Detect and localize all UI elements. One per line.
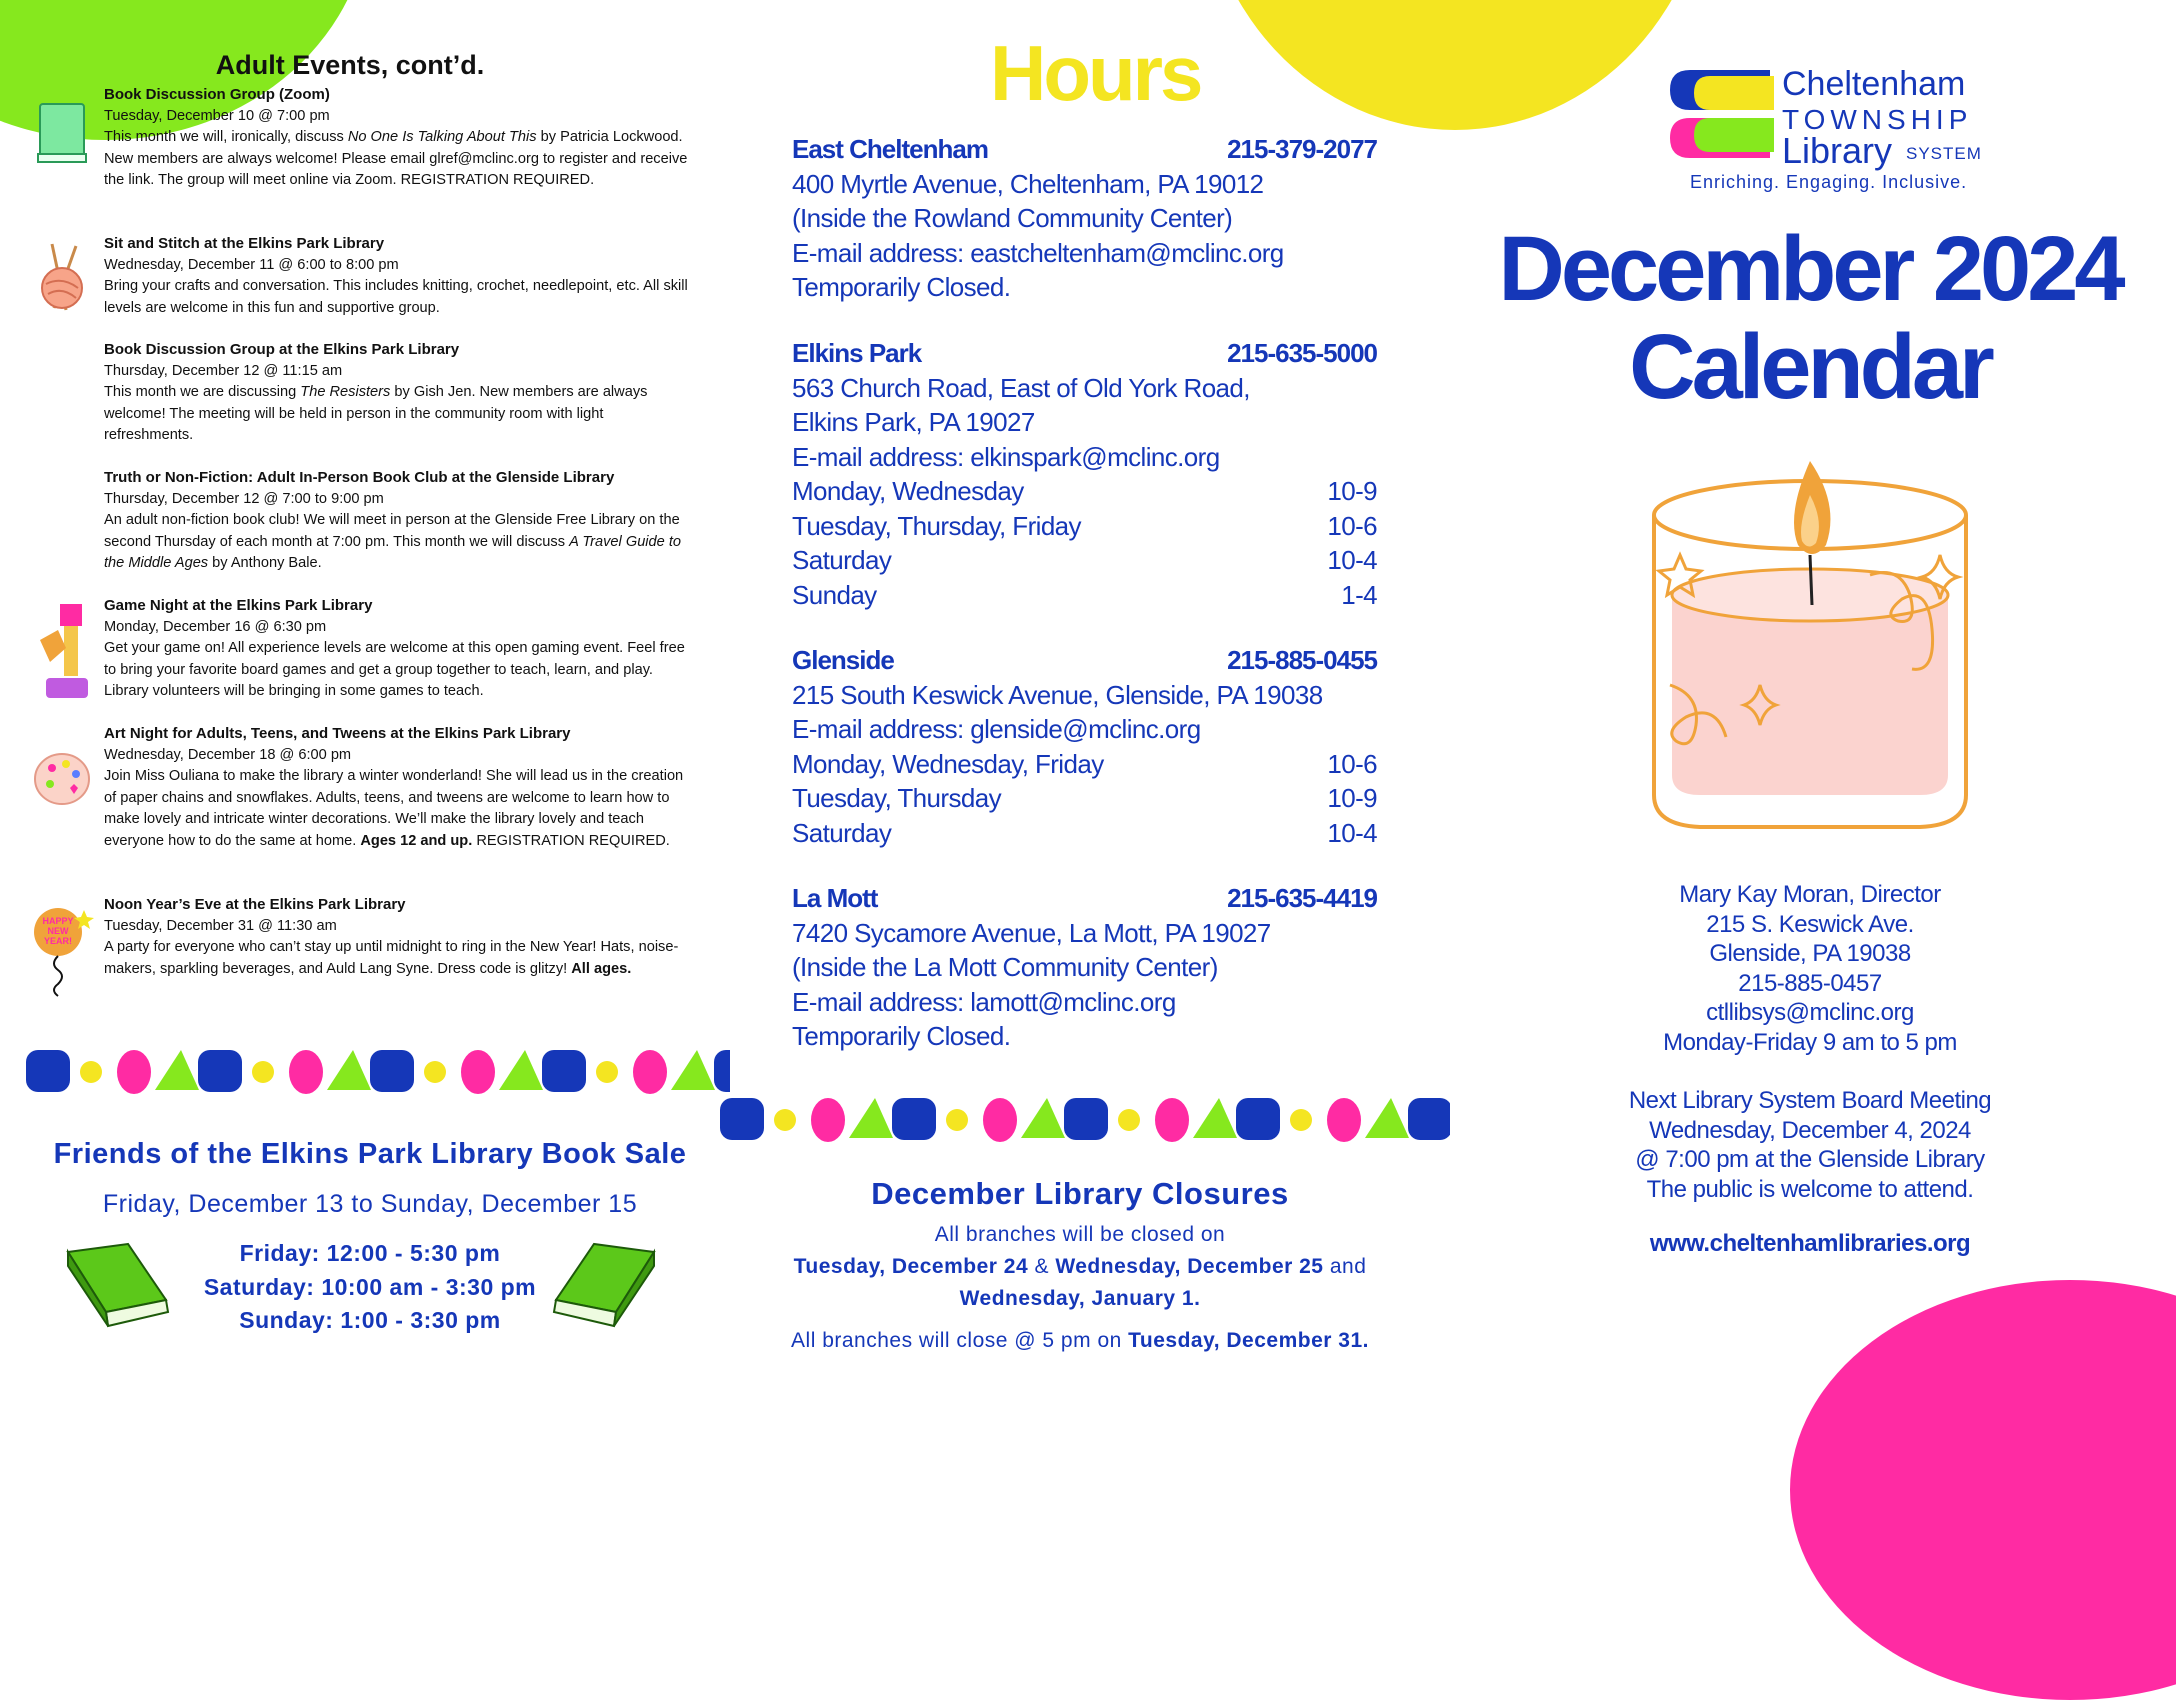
- balloon-text-line2: NEW: [47, 926, 69, 936]
- event-title: Truth or Non-Fiction: Adult In-Person Book Club at the Glenside Library: [104, 469, 615, 486]
- string-lights-middle: [720, 1092, 1450, 1148]
- event-description: This month we will, ironically, discuss No One Is Talking About This by Patricia Lockwood. New members are always welcome! Please email glref@mclinc.org to register and receive the link. The group will meet online via Zoom. REGISTRATION REQUIRED.: [104, 129, 688, 188]
- board-meeting-note: The public is welcome to attend.: [1646, 1175, 1974, 1203]
- hours-title: Hours: [990, 29, 1201, 117]
- closures-early-close: All branches will close @ 5 pm on Tuesday, December 31.: [791, 1329, 1369, 1352]
- closures-intro: All branches will be closed on: [934, 1223, 1226, 1246]
- light-bulb-yellow: [774, 1109, 796, 1131]
- event-title: Game Night at the Elkins Park Library: [104, 597, 373, 614]
- branch-note: (Inside the Rowland Community Center): [792, 203, 1233, 233]
- light-bulb-blue: [720, 1098, 764, 1140]
- branch-la-mott: [792, 881, 1377, 1054]
- event-book-discussion-zoom: [104, 84, 694, 192]
- event-title: Art Night for Adults, Teens, and Tweens at the Elkins Park Library: [104, 725, 571, 742]
- event-date: Tuesday, December 31 @ 11:30 am: [104, 917, 337, 934]
- branch-status: Temporarily Closed.: [792, 1021, 1011, 1051]
- branch-glenside: [792, 643, 1377, 850]
- branch-note: (Inside the La Mott Community Center): [792, 952, 1218, 982]
- light-bulb-green: [849, 1098, 893, 1138]
- branch-name: Glenside: [792, 645, 894, 675]
- logo-text-cheltenham: Cheltenham: [1782, 65, 1966, 103]
- light-bulb-blue: [892, 1098, 936, 1140]
- new-year-balloon-icon: [32, 900, 96, 1000]
- left-section-title: Adult Events, cont’d.: [215, 50, 485, 80]
- contact-info: [1560, 880, 2060, 1057]
- book-sale-title: Friends of the Elkins Park Library Book Sale: [53, 1138, 687, 1170]
- branch-phone[interactable]: 215-379-2077: [1227, 134, 1377, 164]
- light-bulb-yellow: [1118, 1109, 1140, 1131]
- hours-row: Tuesday, Thursday, Friday 10-6: [792, 510, 1377, 541]
- balloon-text-line3: YEAR!: [43, 936, 73, 946]
- branch-address: 400 Myrtle Avenue, Cheltenham, PA 19012: [792, 168, 1264, 199]
- event-title: Noon Year’s Eve at the Elkins Park Library: [104, 896, 406, 913]
- event-description: This month we are discussing The Resisters by Gish Jen. New members are always welcome! The meeting will be held in person in the community room with light refreshments.: [104, 384, 648, 443]
- branch-east-cheltenham: [792, 132, 1377, 305]
- light-bulb-blue: [1064, 1098, 1108, 1140]
- closures-date-jan: Wednesday, January 1.: [959, 1287, 1201, 1310]
- event-description: An adult non-fiction book club! We will meet in person at the Glenside Free Library on the second Thursday of each month at 7:00 pm. This month we will discuss A Travel Guide to the Middle Ages by Anthony Bale.: [104, 512, 682, 571]
- board-meeting-title: Next Library System Board Meeting: [1628, 1087, 1992, 1114]
- contact-email[interactable]: ctllibsys@mclinc.org: [1706, 999, 1914, 1026]
- light-bulb-blue: [370, 1050, 414, 1092]
- event-date: Thursday, December 12 @ 7:00 to 9:00 pm: [104, 490, 384, 507]
- branch-address: 563 Church Road, East of Old York Road,: [792, 372, 1250, 403]
- light-bulb-pink: [461, 1050, 495, 1094]
- light-bulb-pink: [117, 1050, 151, 1094]
- logo-text-township: TOWNSHIP: [1782, 104, 1973, 135]
- event-date: Monday, December 16 @ 6:30 pm: [104, 618, 327, 635]
- branch-email[interactable]: E-mail address: glenside@mclinc.org: [792, 714, 1201, 744]
- event-date: Tuesday, December 10 @ 7:00 pm: [104, 107, 330, 124]
- branch-elkins-park: [792, 336, 1377, 612]
- yarn-icon: [32, 240, 92, 320]
- light-bulb-green: [1193, 1098, 1237, 1138]
- branch-phone[interactable]: 215-635-5000: [1227, 338, 1377, 368]
- library-logo-mark: [1650, 70, 1780, 162]
- light-bulb-yellow: [80, 1061, 102, 1083]
- light-bulb-green: [1365, 1098, 1409, 1138]
- light-bulb-green: [1021, 1098, 1065, 1138]
- event-book-discussion-elkins: [104, 339, 694, 447]
- light-bulb-green: [155, 1050, 199, 1090]
- event-sit-and-stitch: [104, 233, 694, 319]
- branch-email[interactable]: E-mail address: lamott@mclinc.org: [792, 986, 1176, 1017]
- event-art-night: [104, 723, 694, 852]
- address-street: 215 S. Keswick Ave.: [1706, 910, 1914, 938]
- closures-title: December Library Closures: [871, 1176, 1289, 1211]
- yellow-blob-top: [1200, 0, 1710, 130]
- office-hours: Monday-Friday 9 am to 5 pm: [1663, 1028, 1957, 1056]
- branch-address: 215 South Keswick Avenue, Glenside, PA 19038: [792, 679, 1323, 710]
- green-book-icon-left: [62, 1242, 172, 1334]
- event-date: Wednesday, December 11 @ 6:00 to 8:00 pm: [104, 256, 399, 273]
- calendar-title-line1: December 2024: [1498, 218, 2122, 320]
- branch-name: East Cheltenham: [792, 134, 988, 164]
- event-title: Book Discussion Group (Zoom): [104, 86, 330, 103]
- branch-name: La Mott: [792, 883, 878, 913]
- logo-text-system: SYSTEM: [1906, 144, 1982, 163]
- board-meeting-location: @ 7:00 pm at the Glenside Library: [1635, 1146, 1985, 1173]
- book-icon: [32, 98, 92, 168]
- event-title: Book Discussion Group at the Elkins Park Library: [104, 341, 460, 358]
- branch-name: Elkins Park: [792, 338, 922, 368]
- book-sale-time-sunday: Sunday: 1:00 - 3:30 pm: [239, 1307, 501, 1333]
- director-name: Mary Kay Moran, Director: [1679, 881, 1941, 908]
- light-bulb-yellow: [252, 1061, 274, 1083]
- green-book-icon-right: [550, 1242, 660, 1334]
- hours-row: Monday, Wednesday, Friday 10-6: [792, 748, 1377, 779]
- light-bulb-pink: [289, 1050, 323, 1094]
- balloon-text-line1: HAPPY: [42, 916, 74, 926]
- book-sale-dates: Friday, December 13 to Sunday, December 15: [102, 1190, 638, 1218]
- book-sale-time-friday: Friday: 12:00 - 5:30 pm: [239, 1240, 501, 1266]
- address-city: Glenside, PA 19038: [1709, 940, 1911, 967]
- branch-status: Temporarily Closed.: [792, 272, 1011, 302]
- contact-phone[interactable]: 215-885-0457: [1738, 969, 1882, 997]
- branch-address: 7420 Sycamore Avenue, La Mott, PA 19027: [792, 917, 1271, 948]
- hours-row: Saturday 10-4: [792, 545, 1377, 575]
- light-bulb-blue: [714, 1050, 730, 1092]
- event-game-night: [104, 595, 694, 703]
- light-bulb-yellow: [596, 1061, 618, 1083]
- light-bulb-green: [499, 1050, 543, 1090]
- event-description: Bring your crafts and conversation. This includes knitting, crochet, needlepoint, etc. All skill levels are welcome in this fun and supportive group.: [104, 278, 688, 316]
- hours-row: Tuesday, Thursday 10-9: [792, 783, 1377, 813]
- board-meeting-info: [1560, 1086, 2060, 1204]
- game-piece-icon: [32, 600, 96, 710]
- light-bulb-pink: [983, 1098, 1017, 1142]
- logo-tagline: Enriching. Engaging. Inclusive.: [1690, 172, 1968, 192]
- branch-email[interactable]: E-mail address: elkinspark@mclinc.org: [792, 441, 1220, 472]
- light-bulb-blue: [198, 1050, 242, 1092]
- pink-blob-bottom-right: [1790, 1280, 2176, 1700]
- hours-row: Saturday 10-4: [792, 817, 1377, 848]
- light-bulb-blue: [1408, 1098, 1450, 1140]
- light-bulb-green: [671, 1050, 715, 1090]
- light-bulb-pink: [811, 1098, 845, 1142]
- light-bulb-yellow: [424, 1061, 446, 1083]
- light-bulb-blue: [542, 1050, 586, 1092]
- event-truth-or-nonfiction: [104, 467, 694, 575]
- light-bulb-blue: [1236, 1098, 1280, 1140]
- calendar-title: [1490, 220, 2130, 416]
- light-bulb-yellow: [1290, 1109, 1312, 1131]
- light-bulb-blue: [26, 1050, 70, 1092]
- book-sale-time-saturday: Saturday: 10:00 am - 3:30 pm: [203, 1274, 537, 1300]
- event-date: Thursday, December 12 @ 11:15 am: [104, 362, 343, 379]
- palette-icon: [32, 748, 94, 810]
- string-lights-left: [0, 1044, 730, 1100]
- event-description: Get your game on! All experience levels are welcome at this open gaming event. Feel free to bring your favorite board games and get a group together to teach, learn, and play. Library volunteers will be bringing in some games to teach.: [104, 640, 685, 699]
- light-bulb-yellow: [946, 1109, 968, 1131]
- branch-phone[interactable]: 215-635-4419: [1227, 883, 1377, 913]
- event-description: Join Miss Ouliana to make the library a winter wonderland! She will lead us in the creation of paper chains and snowflakes. Adults, teens, and tweens are welcome to learn how to make lovely and intricate winter decorations. We’ll make the library lovely and teach everyone how to do the same at home. Ages 12 and up. REGISTRATION REQUIRED.: [104, 768, 684, 849]
- event-noon-years-eve: [104, 894, 694, 980]
- logo-text-library: Library: [1782, 130, 1893, 171]
- event-title: Sit and Stitch at the Elkins Park Library: [104, 235, 385, 252]
- candle-illustration-icon: [1640, 455, 1980, 835]
- hours-row: Sunday 1-4: [792, 579, 1377, 610]
- board-meeting-date: Wednesday, December 4, 2024: [1649, 1116, 1971, 1144]
- event-date: Wednesday, December 18 @ 6:00 pm: [104, 746, 352, 763]
- closures-dates: Tuesday, December 24 & Wednesday, December 25 and: [793, 1255, 1367, 1278]
- light-bulb-pink: [1155, 1098, 1189, 1142]
- light-bulb-green: [327, 1050, 371, 1090]
- hours-row: Monday, Wednesday 10-9: [792, 476, 1377, 506]
- branch-address-line2: Elkins Park, PA 19027: [792, 407, 1035, 437]
- event-description: A party for everyone who can’t stay up until midnight to ring in the New Year! Hats, noise-makers, sparkling beverages, and Auld Lang Syne. Dress code is glitzy! All ages.: [104, 939, 679, 977]
- branch-phone[interactable]: 215-885-0455: [1227, 645, 1377, 675]
- branch-email[interactable]: E-mail address: eastcheltenham@mclinc.org: [792, 237, 1284, 268]
- light-bulb-pink: [633, 1050, 667, 1094]
- calendar-title-line2: Calendar: [1629, 316, 1991, 418]
- website-link[interactable]: www.cheltenhamlibraries.org: [1649, 1230, 1971, 1257]
- light-bulb-pink: [1327, 1098, 1361, 1142]
